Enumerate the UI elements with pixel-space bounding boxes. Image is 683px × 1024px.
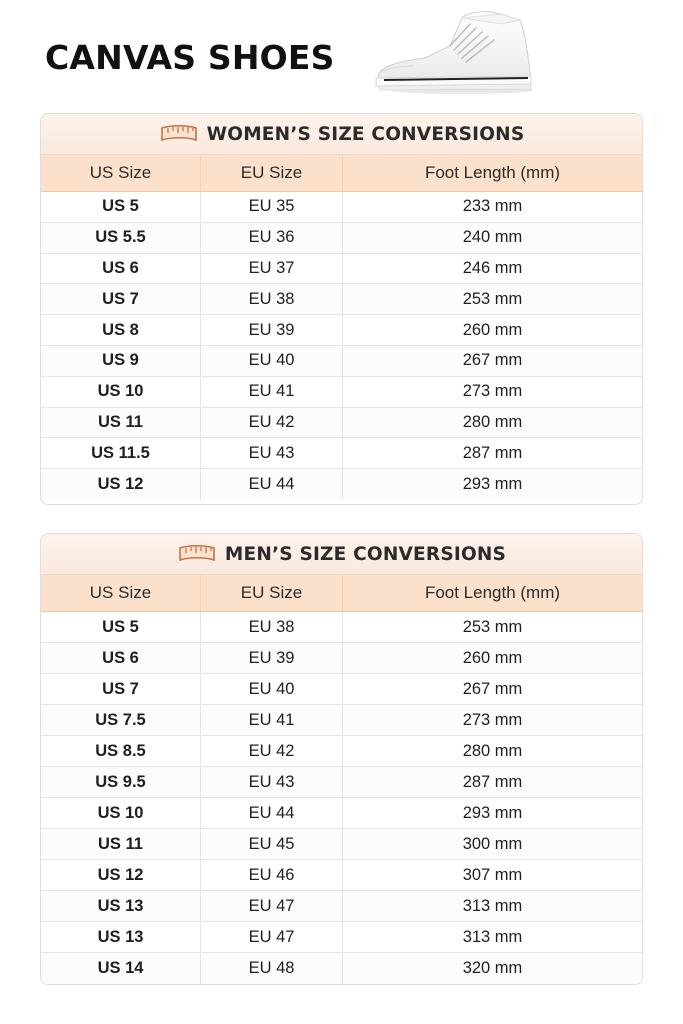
eu-size-cell: EU 37	[200, 254, 342, 284]
women-column-headers	[41, 155, 642, 192]
table-row	[41, 469, 642, 500]
us-size-cell: US 5	[102, 197, 139, 216]
us-size-cell: US 8.5	[95, 741, 146, 760]
table-row	[41, 254, 642, 285]
us-size-cell: US 7	[102, 679, 139, 698]
us-size-cell: US 7	[102, 289, 139, 308]
foot-length-cell: 260 mm	[342, 315, 642, 345]
table-row	[41, 953, 642, 984]
us-size-cell: US 5	[102, 617, 139, 636]
eu-size-cell: EU 46	[200, 860, 342, 890]
table-row	[41, 829, 642, 860]
eu-size-cell: EU 48	[200, 953, 342, 984]
table-row	[41, 922, 642, 953]
column-header-foot-length: Foot Length (mm)	[342, 575, 642, 611]
foot-length-cell: 240 mm	[342, 223, 642, 253]
table-row	[41, 736, 642, 767]
eu-size-cell: EU 38	[200, 612, 342, 642]
ruler-icon	[159, 123, 199, 145]
table-row	[41, 798, 642, 829]
foot-length-cell: 273 mm	[342, 705, 642, 735]
table-row	[41, 408, 642, 439]
us-size-cell: US 7.5	[95, 710, 146, 729]
us-size-cell: US 9	[102, 351, 139, 370]
table-row	[41, 767, 642, 798]
men-size-table	[40, 533, 643, 985]
column-header-us-size: US Size	[89, 163, 152, 182]
eu-size-cell: EU 43	[200, 438, 342, 468]
men-table-title: MEN’S SIZE CONVERSIONS	[224, 543, 507, 565]
women-table-title: WOMEN’S SIZE CONVERSIONS	[206, 123, 525, 145]
eu-size-cell: EU 35	[200, 192, 342, 222]
women-rows	[41, 192, 642, 500]
column-header-foot-length: Foot Length (mm)	[342, 155, 642, 191]
eu-size-cell: EU 43	[200, 767, 342, 797]
us-size-cell: US 11	[98, 834, 143, 853]
women-table-banner	[41, 114, 642, 155]
table-row	[41, 705, 642, 736]
table-row	[41, 860, 642, 891]
foot-length-cell: 260 mm	[342, 643, 642, 673]
men-column-headers	[41, 575, 642, 612]
eu-size-cell: EU 42	[200, 736, 342, 766]
eu-size-cell: EU 44	[200, 798, 342, 828]
eu-size-cell: EU 39	[200, 315, 342, 345]
table-row	[41, 377, 642, 408]
us-size-cell: US 13	[97, 927, 144, 946]
sneaker-icon	[370, 6, 535, 96]
table-row	[41, 223, 642, 254]
us-size-cell: US 12	[97, 865, 144, 884]
foot-length-cell: 267 mm	[342, 674, 642, 704]
foot-length-cell: 287 mm	[342, 767, 642, 797]
table-row	[41, 891, 642, 922]
table-row	[41, 315, 642, 346]
table-row	[41, 192, 642, 223]
foot-length-cell: 293 mm	[342, 798, 642, 828]
us-size-cell: US 9.5	[95, 772, 146, 791]
foot-length-cell: 280 mm	[342, 408, 642, 438]
eu-size-cell: EU 40	[200, 346, 342, 376]
foot-length-cell: 253 mm	[342, 284, 642, 314]
foot-length-cell: 307 mm	[342, 860, 642, 890]
us-size-cell: US 5.5	[95, 228, 146, 247]
eu-size-cell: EU 44	[200, 469, 342, 500]
foot-length-cell: 313 mm	[342, 891, 642, 921]
us-size-cell: US 10	[97, 382, 144, 401]
table-row	[41, 284, 642, 315]
eu-size-cell: EU 41	[200, 377, 342, 407]
column-header-eu-size: EU Size	[200, 155, 342, 191]
foot-length-cell: 287 mm	[342, 438, 642, 468]
foot-length-cell: 280 mm	[342, 736, 642, 766]
eu-size-cell: EU 39	[200, 643, 342, 673]
us-size-cell: US 13	[97, 896, 144, 915]
us-size-cell: US 11.5	[91, 443, 150, 462]
us-size-cell: US 12	[97, 475, 144, 494]
table-row	[41, 643, 642, 674]
us-size-cell: US 6	[102, 648, 139, 667]
column-header-us-size: US Size	[89, 583, 152, 602]
foot-length-cell: 253 mm	[342, 612, 642, 642]
page-title: CANVAS SHOES	[45, 38, 335, 77]
table-row	[41, 346, 642, 377]
foot-length-cell: 267 mm	[342, 346, 642, 376]
table-row	[41, 612, 642, 643]
eu-size-cell: EU 38	[200, 284, 342, 314]
us-size-cell: US 8	[102, 320, 139, 339]
foot-length-cell: 300 mm	[342, 829, 642, 859]
eu-size-cell: EU 47	[200, 891, 342, 921]
us-size-cell: US 11	[98, 412, 143, 431]
eu-size-cell: EU 36	[200, 223, 342, 253]
us-size-cell: US 14	[97, 959, 144, 977]
foot-length-cell: 273 mm	[342, 377, 642, 407]
men-table-banner	[41, 534, 642, 575]
ruler-icon	[177, 543, 217, 565]
table-row	[41, 674, 642, 705]
foot-length-cell: 293 mm	[342, 469, 642, 500]
women-size-table	[40, 113, 643, 505]
foot-length-cell: 233 mm	[342, 192, 642, 222]
eu-size-cell: EU 40	[200, 674, 342, 704]
eu-size-cell: EU 45	[200, 829, 342, 859]
eu-size-cell: EU 41	[200, 705, 342, 735]
eu-size-cell: EU 47	[200, 922, 342, 952]
foot-length-cell: 246 mm	[342, 254, 642, 284]
foot-length-cell: 313 mm	[342, 922, 642, 952]
us-size-cell: US 10	[97, 803, 144, 822]
column-header-eu-size: EU Size	[200, 575, 342, 611]
table-row	[41, 438, 642, 469]
men-rows	[41, 612, 642, 984]
us-size-cell: US 6	[102, 258, 139, 277]
foot-length-cell: 320 mm	[342, 953, 642, 984]
eu-size-cell: EU 42	[200, 408, 342, 438]
